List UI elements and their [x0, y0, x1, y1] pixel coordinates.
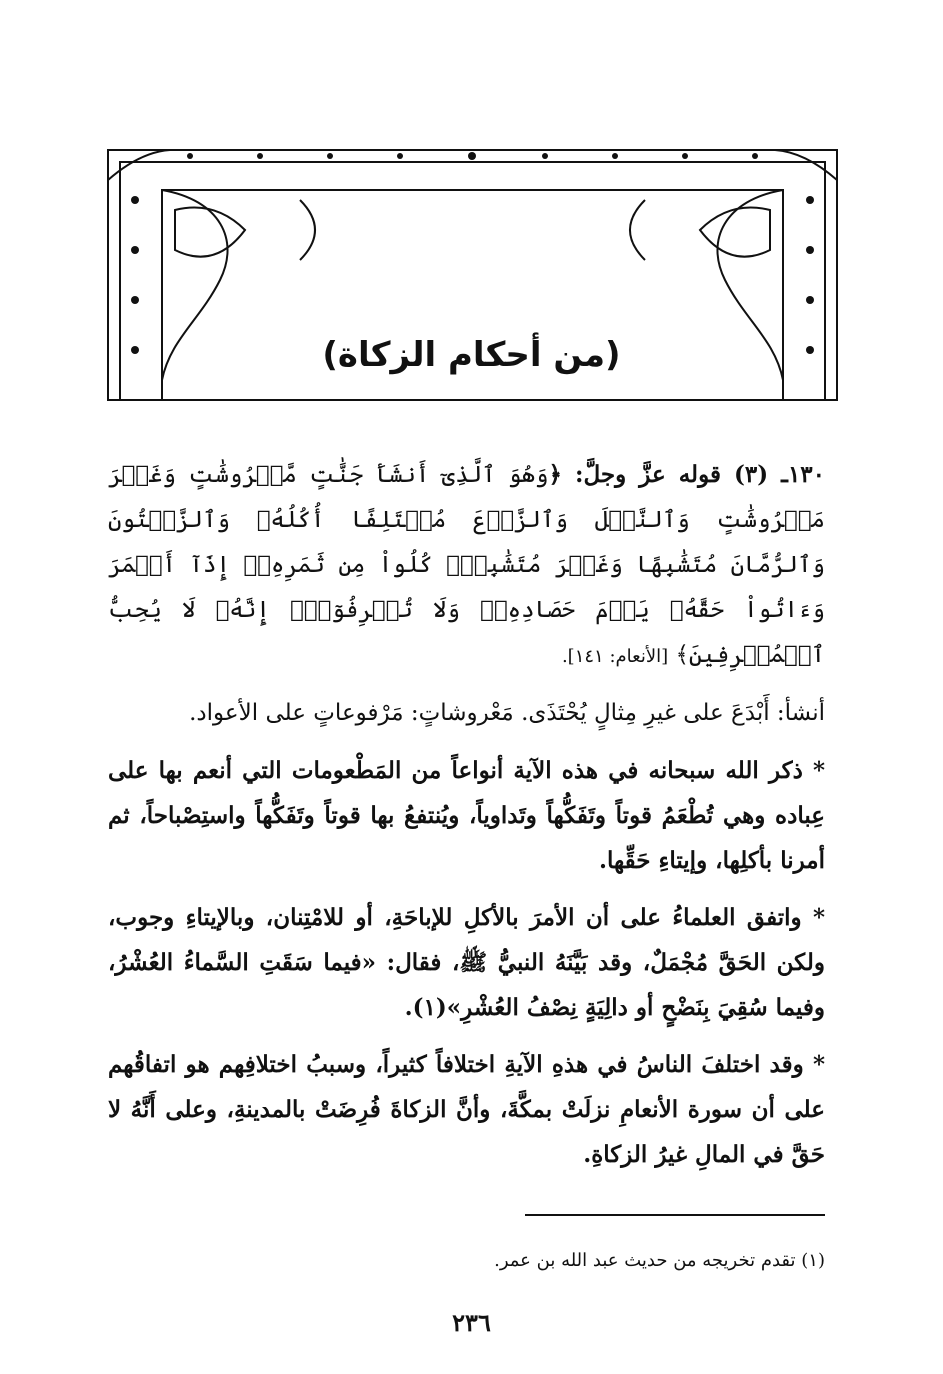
main-text: [108, 452, 825, 1189]
quran-verse: وَهُوَ ٱلَّذِىٓ أَنشَأَ جَنَّٰتٍ مَّعۡرُوشَٰتٍ وَغَيۡرَ مَعۡرُوشَٰتٍ وَٱلنَّخۡلَ وَٱلزَّرۡعَ مُخۡتَلِفًا أُكُلُهُۥ وَٱلزَّيۡتُونَ وَٱلرُّمَّانَ مُتَشَٰبِهًا وَغَيۡرَ مُتَشَٰبِهٍۚ كُلُواْ مِن ثَمَرِهِۦٓ إِذَآ أَثۡمَرَ وَءَاتُواْ حَقَّهُۥ يَوۡمَ حَصَادِهِۦۖ وَلَا تُسۡرِفُوٓاْۚ إِنَّهُۥ لَا يُحِبُّ ٱلۡمُسۡرِفِينَ: [108, 462, 825, 668]
footnote: (١) تقدم تخريجه من حديث عبد الله بن عمر.: [494, 1250, 825, 1271]
quran-entry: [108, 452, 825, 679]
gloss-paragraph: أنشأ: أَبْدَعَ على غيرِ مِثالٍ يُحْتَذَى. مَعْروشاتٍ: مَرْفوعاتٍ على الأعواد.: [189, 700, 825, 726]
entry-intro: ١٣٠ـ (٣) قوله عزَّ وجلَّ: ﴿: [548, 461, 825, 488]
page-number: ٢٣٦: [452, 1308, 491, 1337]
paragraph-2: * واتفق العلماءُ على أن الأمرَ بالأكلِ للإباحَةِ، أو للامْتِنان، وبالإيتاءِ وجوب، ولكن الحَقَّ مُجْمَلٌ، وقد بَيَّنَهُ النبيُّ ﷺ، فقال: «فيما سَقَتِ السَّماءُ العُشْرُ، وفيما سُقِيَ بِنَضْحٍ أو دالِيَةٍ نِصْفُ العُشْرِ»(١).: [108, 904, 825, 1021]
verse-citation: [الأنعام: ١٤١].: [561, 646, 669, 667]
paragraph-3: * وقد اختلفَ الناسُ في هذهِ الآيةِ اختلافاً كثيراً، وسببُ اختلافِهم هو اتفاقُهم على أن سورة الأنعامِ نزلَتْ بمكَّةَ، وأنَّ الزكاةَ فُرِضَتْ بالمدينةِ، وعلى أَنَّهُ لا حَقَّ في المالِ غيرُ الزكاةِ.: [108, 1051, 825, 1168]
paragraph-1: * ذكر الله سبحانه في هذه الآية أنواعاً من المَطْعومات التي أنعم بها على عِباده وهي تُطْعَمُ قوتاً وتَفَكُّهاً وتَداوياً، ويُنتفعُ بها قوتاً وتَفَكُّهاً واستِصْباحاً، ثم أمرنا بأكلِها، وإيتاءِ حَقِّها.: [108, 757, 825, 874]
verse-closing: ﴾: [675, 642, 689, 668]
footnote-separator: [525, 1214, 825, 1216]
section-title: (من أحكام الزكاة): [322, 335, 621, 375]
